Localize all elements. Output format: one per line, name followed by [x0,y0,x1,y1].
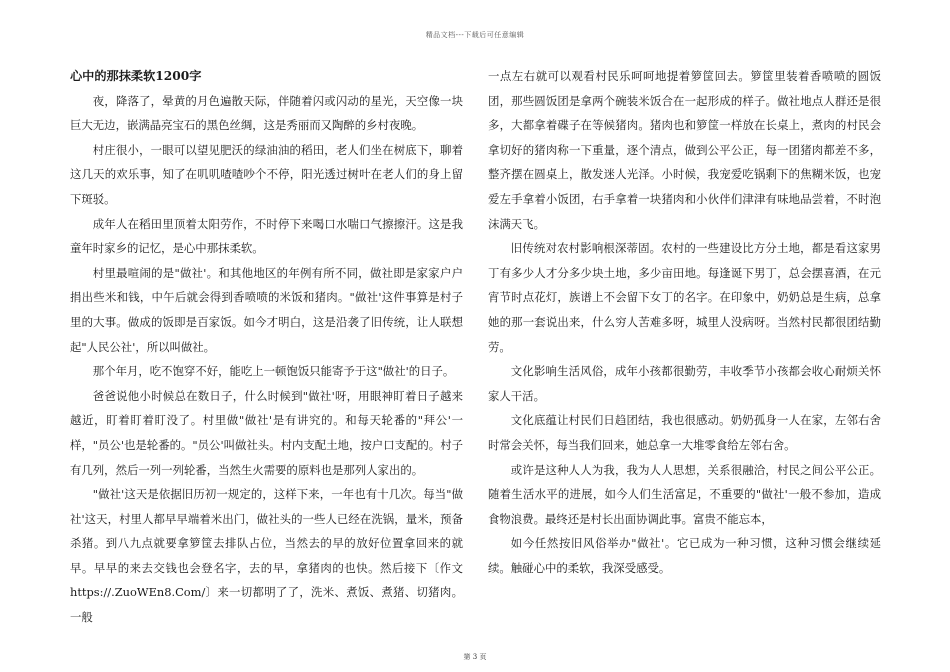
paragraph: 成年人在稻田里顶着太阳劳作，不时停下来喝口水喘口气擦擦汗。这是我童年时家乡的记忆，是心中那抹柔软。 [70,216,463,256]
page-header: 精品文档---下载后可任意编辑 [425,31,525,39]
paragraph: 村里最喧闹的是"做社'。和其他地区的年例有所不同，做社即是家家户户捐出些米和钱，中午后就会得到香喷喷的米饭和猪肉。"做社'这件事算是村子里的大事。做成的饭即是百家饭。如今才明白，这是沿袭了旧传统，让人联想起"人民公社'，所以叫做社。 [70,265,463,354]
paragraph: 或许是这种人人为我，我为人人思想，关系很融洽，村民之间公平公正。随着生活水平的进展，如今人们生活富足，不重要的"做社'一般不参加，造成食物浪费。最终还是村长出面协调此事。富贵不能忘本， [488,462,881,526]
paragraph: 文化底蕴让村民们日趋团结，我也很感动。奶奶孤身一人在家，左邻右舍时常会关怀，每当我们回来，她总拿一大堆零食给左邻右舍。 [488,413,881,452]
paragraph: 村庄很小，一眼可以望见肥沃的绿油油的稻田，老人们坐在树底下，聊着这几天的欢乐事，知了在叽叽喳喳吵个不停，阳光透过树叶在老人们的身上留下斑驳。 [70,142,463,206]
paragraph: 夜，降落了，晕黄的月色遍散天际，伴随着闪或闪动的星光，天空像一块巨大无边，嵌满晶亮宝石的黑色丝绸，这是秀丽而又陶醉的乡村夜晚。 [70,93,463,133]
paragraph: 文化影响生活风俗，成年小孩都很勤劳，丰收季节小孩都会收心耐烦关怀家人干活。 [488,364,881,403]
left-column [70,64,463,630]
page-number: 第 3 页 [463,653,487,661]
paragraph: 爸爸说他小时候总在数日子，什么时候到"做社'呀，用眼神盯着日子越来越近，盯着盯着盯没了。村里做"做社'是有讲究的。和每天轮番的"拜公'一样，"员公'也是轮番的。"员公'叫做社头。村内支配土地，按户口支配的。村子有几列，然后一列一列轮番，当然生火需要的原料也是那列人家出的。 [70,388,463,477]
paragraph: 如今任然按旧风俗举办"做社'。它已成为一种习惯，这种习惯会继续延续。触碰心中的柔软，我深受感受。 [488,536,881,575]
article-title: 心中的那抹柔软1200字 [70,69,202,83]
paragraph-continued: 一点左右就可以观看村民乐呵呵地提着箩筐回去。箩筐里装着香喷喷的圆饭团，那些圆饭团是拿两个碗装米饭合在一起形成的样子。做社地点人群还是很多，大都拿着碟子在等候猪肉。猪肉也和箩筐一样放在长桌上，煮肉的村民会拿切好的猪肉称一下重量，逐个清点，做到公平公正，每一团猪肉都差不多，整齐摆在圆桌上，散发迷人光泽。小时候，我宠爱吃锅剩下的焦糊米饭，也宠爱左手拿着小饭团，右手拿着一块猪肉和小伙伴们津津有味地品尝着，不时泡沫满天飞。 [488,69,881,231]
paragraph: "做社'这天是依据旧历初一规定的，这样下来，一年也有十几次。每当"做社'这天，村里人都早早端着米出门，做社头的一些人已经在洗锅，量米，预备杀猪。到八九点就要拿箩筐去排队占位，当然去的早的放好位置拿回来的就早。早早的来去交钱也会登名字，去的早，拿猪肉的也快。然后接下〔作文https://.ZuoWEn8.Com/〕来一切都明了了，洗米、煮饭、煮猪、切猪肉。一般 [70,487,463,625]
right-column [488,64,881,580]
paragraph: 旧传统对农村影响根深蒂固。农村的一些建设比方分土地，都是看这家男丁有多少人才分多少块土地，多少亩田地。每逢诞下男丁，总会摆喜酒，在元宵节时点花灯，族谱上不会留下女丁的名字。在印象中，奶奶总是生病，总拿她的那一套说出来，什么穷人苦难多呀，城里人没病呀。当然村民都很团结勤劳。 [488,241,881,354]
paragraph: 那个年月，吃不饱穿不好，能吃上一顿饱饭只能寄予于这"做社'的日子。 [92,364,455,379]
